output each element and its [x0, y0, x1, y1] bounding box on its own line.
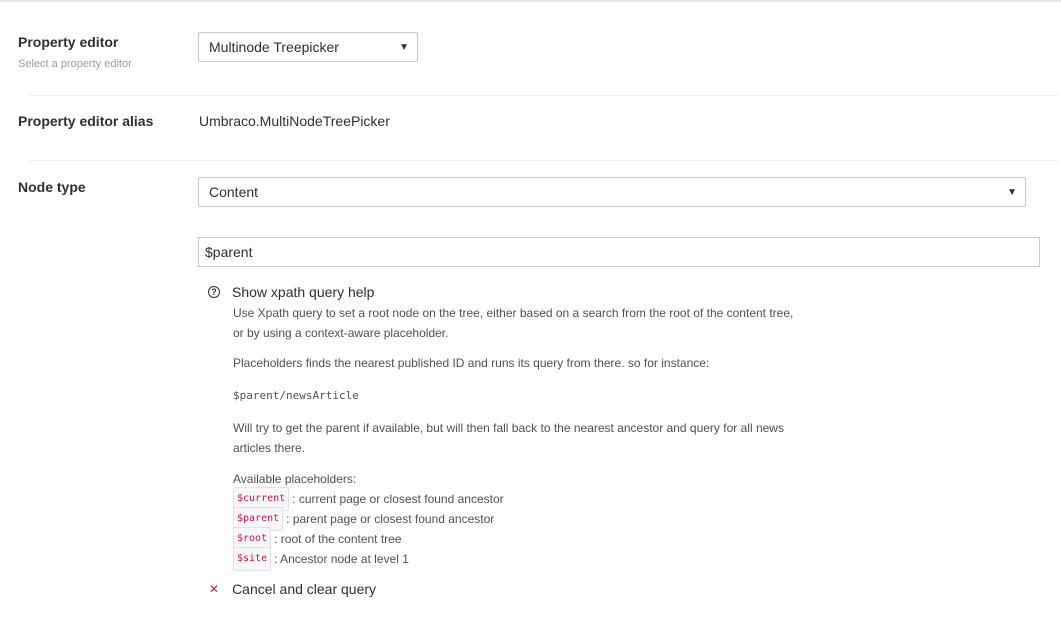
row-divider: [28, 95, 1058, 96]
placeholder-desc: : Ancestor node at level 1: [274, 552, 409, 566]
property-editor-select[interactable]: [198, 32, 418, 62]
placeholder-item: [233, 509, 504, 529]
placeholder-desc: : current page or closest found ancestor: [292, 492, 504, 506]
xpath-query-input[interactable]: [198, 237, 1040, 267]
caret-down-icon: ▼: [1007, 186, 1017, 198]
placeholder-desc: : root of the content tree: [274, 532, 402, 546]
show-xpath-help-label: Show xpath query help: [232, 284, 375, 300]
available-placeholders: [233, 469, 504, 569]
property-editor-description: Select a property editor: [18, 58, 132, 70]
fallback-line-2: articles there.: [233, 441, 306, 455]
xpath-help-intro: [233, 303, 793, 343]
placeholder-item: [233, 549, 504, 569]
property-editor-alias-label: Property editor alias: [18, 113, 154, 129]
placeholders-intro: Placeholders finds the nearest published ID and runs its query from there. so for instance:: [233, 356, 710, 370]
property-editor-alias-value: Umbraco.MultiNodeTreePicker: [199, 113, 390, 129]
available-placeholders-label: Available placeholders:: [233, 472, 357, 486]
property-editor-label: Property editor: [18, 34, 119, 50]
fallback-line-1: Will try to get the parent if available, but will then fall back to the nearest ancestor and query for all news: [233, 421, 784, 435]
cancel-clear-query-label: Cancel and clear query: [232, 581, 377, 597]
placeholder-item: [233, 489, 504, 509]
placeholder-desc: : parent page or closest found ancestor: [286, 512, 495, 526]
fallback-explanation: [233, 418, 784, 458]
node-type-selected: Content: [209, 184, 259, 200]
cancel-clear-query-link[interactable]: [209, 581, 376, 597]
close-icon: ✕: [209, 582, 220, 596]
caret-down-icon: ▼: [399, 41, 409, 53]
placeholder-code: $site: [233, 547, 271, 571]
placeholder-code: $parent: [233, 507, 283, 531]
node-type-label: Node type: [18, 179, 86, 195]
placeholder-code: $current: [233, 487, 289, 511]
placeholder-code: $root: [233, 527, 271, 551]
property-editor-selected: Multinode Treepicker: [209, 39, 339, 55]
question-circle-icon: ?: [208, 286, 220, 298]
show-xpath-help-link[interactable]: [208, 284, 374, 300]
help-intro-line-1: Use Xpath query to set a root node on the tree, either based on a search from the root of the content tree,: [233, 306, 794, 320]
placeholder-item: [233, 529, 504, 549]
node-type-select[interactable]: [198, 177, 1026, 207]
top-divider: [0, 0, 1061, 3]
xpath-example: $parent/newsArticle: [233, 389, 359, 402]
help-intro-line-2: or by using a context-aware placeholder.: [233, 326, 449, 340]
row-divider: [28, 160, 1058, 161]
